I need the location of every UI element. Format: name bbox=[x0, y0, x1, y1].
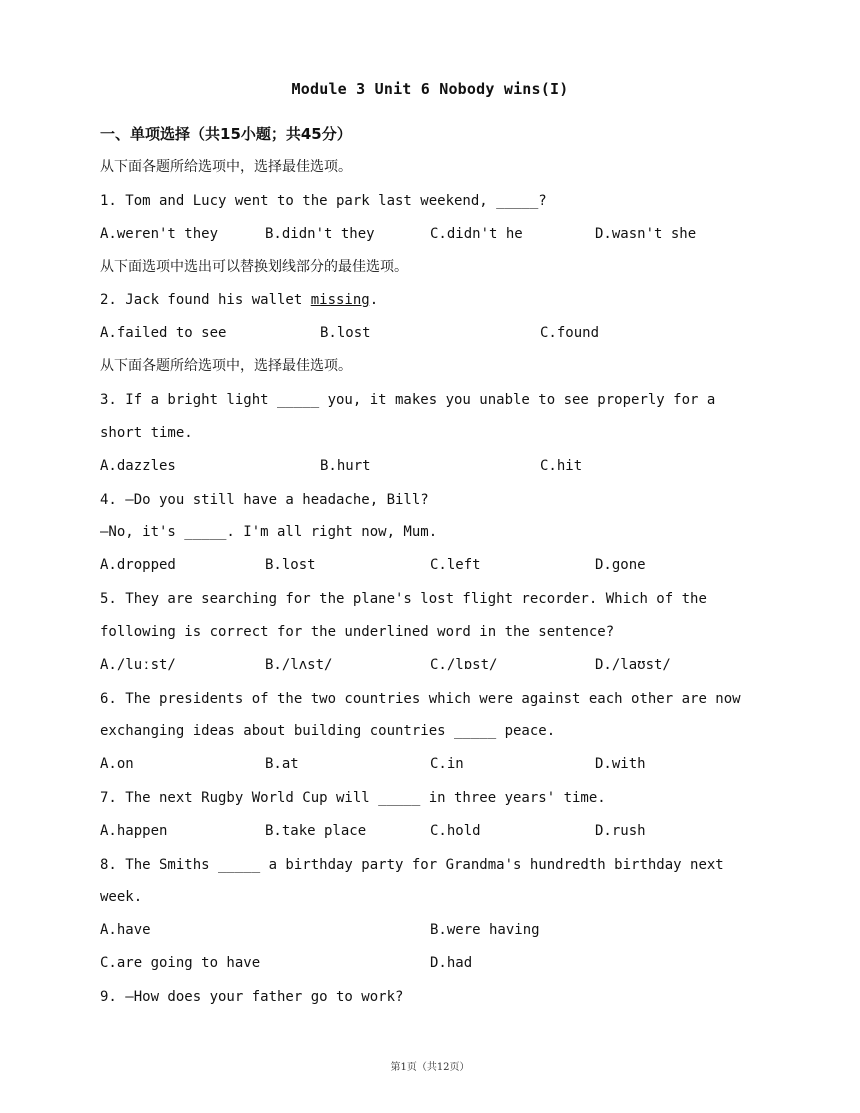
question-2 bbox=[100, 289, 378, 311]
option-b[interactable]: B.take place bbox=[265, 823, 367, 839]
question-5-line-2: following is correct for the underlined word in the sentence? bbox=[100, 624, 615, 640]
option-a[interactable]: A.happen bbox=[100, 823, 168, 839]
option-d[interactable]: D.wasn't she bbox=[595, 226, 697, 242]
question-2-options bbox=[100, 322, 800, 344]
option-a[interactable]: A./luːst/ bbox=[100, 657, 176, 673]
option-b[interactable]: B.at bbox=[265, 756, 299, 772]
option-d[interactable]: D.gone bbox=[595, 557, 646, 573]
section-header: 一、单项选择（共15小题；共45分） bbox=[100, 125, 352, 143]
instruction: 从下面各题所给选项中，选择最佳选项。 bbox=[100, 358, 352, 374]
option-a[interactable]: A.on bbox=[100, 756, 134, 772]
question-4-line-1: 4. —Do you still have a headache, Bill? bbox=[100, 492, 429, 508]
option-b[interactable]: B./lʌst/ bbox=[265, 657, 333, 673]
question-8-line-2: week. bbox=[100, 889, 143, 905]
option-d[interactable]: D./laʊst/ bbox=[595, 657, 671, 673]
underlined-word: missing bbox=[310, 292, 370, 308]
option-a[interactable]: A.dropped bbox=[100, 557, 176, 573]
option-b[interactable]: B.were having bbox=[430, 922, 540, 938]
instruction: 从下面各题所给选项中，选择最佳选项。 bbox=[100, 159, 352, 175]
option-b[interactable]: B.lost bbox=[320, 325, 371, 341]
question-7: 7. The next Rugby World Cup will _____ in three years' time. bbox=[100, 790, 606, 806]
question-2-text: 2. Jack found his wallet bbox=[100, 292, 311, 308]
question-8-options-row-2 bbox=[100, 952, 800, 974]
option-b[interactable]: B.lost bbox=[265, 557, 316, 573]
option-d[interactable]: D.with bbox=[595, 756, 646, 772]
option-c[interactable]: C.hit bbox=[540, 458, 583, 474]
question-5-options bbox=[100, 654, 800, 676]
question-3-line-2: short time. bbox=[100, 425, 193, 441]
question-5-line-1: 5. They are searching for the plane's lost flight recorder. Which of the bbox=[100, 591, 707, 607]
question-3-options bbox=[100, 455, 800, 477]
option-c[interactable]: C.are going to have bbox=[100, 955, 261, 971]
option-c[interactable]: C.didn't he bbox=[430, 226, 523, 242]
page-title: Module 3 Unit 6 Nobody wins(I) bbox=[291, 80, 569, 98]
option-a[interactable]: A.dazzles bbox=[100, 458, 176, 474]
instruction: 从下面选项中选出可以替换划线部分的最佳选项。 bbox=[100, 259, 408, 275]
question-6-line-2: exchanging ideas about building countries _____ peace. bbox=[100, 723, 556, 739]
option-a[interactable]: A.weren't they bbox=[100, 226, 219, 242]
question-1-options bbox=[100, 223, 800, 245]
question-6-line-1: 6. The presidents of the two countries which were against each other are now bbox=[100, 691, 741, 707]
question-3-line-1: 3. If a bright light _____ you, it makes you unable to see properly for a bbox=[100, 392, 716, 408]
option-d[interactable]: D.had bbox=[430, 955, 473, 971]
option-c[interactable]: C./lɒst/ bbox=[430, 657, 498, 673]
page-footer: 第1页（共12页） bbox=[390, 1062, 470, 1073]
question-8-options-row-1 bbox=[100, 919, 800, 941]
option-c[interactable]: C.in bbox=[430, 756, 464, 772]
question-8-line-1: 8. The Smiths _____ a birthday party for Grandma's hundredth birthday next bbox=[100, 857, 724, 873]
option-b[interactable]: B.didn't they bbox=[265, 226, 375, 242]
option-a[interactable]: A.have bbox=[100, 922, 151, 938]
question-2-end: . bbox=[369, 292, 379, 308]
option-c[interactable]: C.left bbox=[430, 557, 481, 573]
question-7-options bbox=[100, 820, 800, 842]
question-4-line-2: —No, it's _____. I'm all right now, Mum. bbox=[100, 524, 438, 540]
question-4-options bbox=[100, 554, 800, 576]
option-c[interactable]: C.found bbox=[540, 325, 600, 341]
option-b[interactable]: B.hurt bbox=[320, 458, 371, 474]
option-c[interactable]: C.hold bbox=[430, 823, 481, 839]
option-d[interactable]: D.rush bbox=[595, 823, 646, 839]
option-a[interactable]: A.failed to see bbox=[100, 325, 227, 341]
question-1: 1. Tom and Lucy went to the park last weekend, _____? bbox=[100, 193, 547, 209]
question-6-options bbox=[100, 753, 800, 775]
question-9: 9. —How does your father go to work? bbox=[100, 989, 404, 1005]
